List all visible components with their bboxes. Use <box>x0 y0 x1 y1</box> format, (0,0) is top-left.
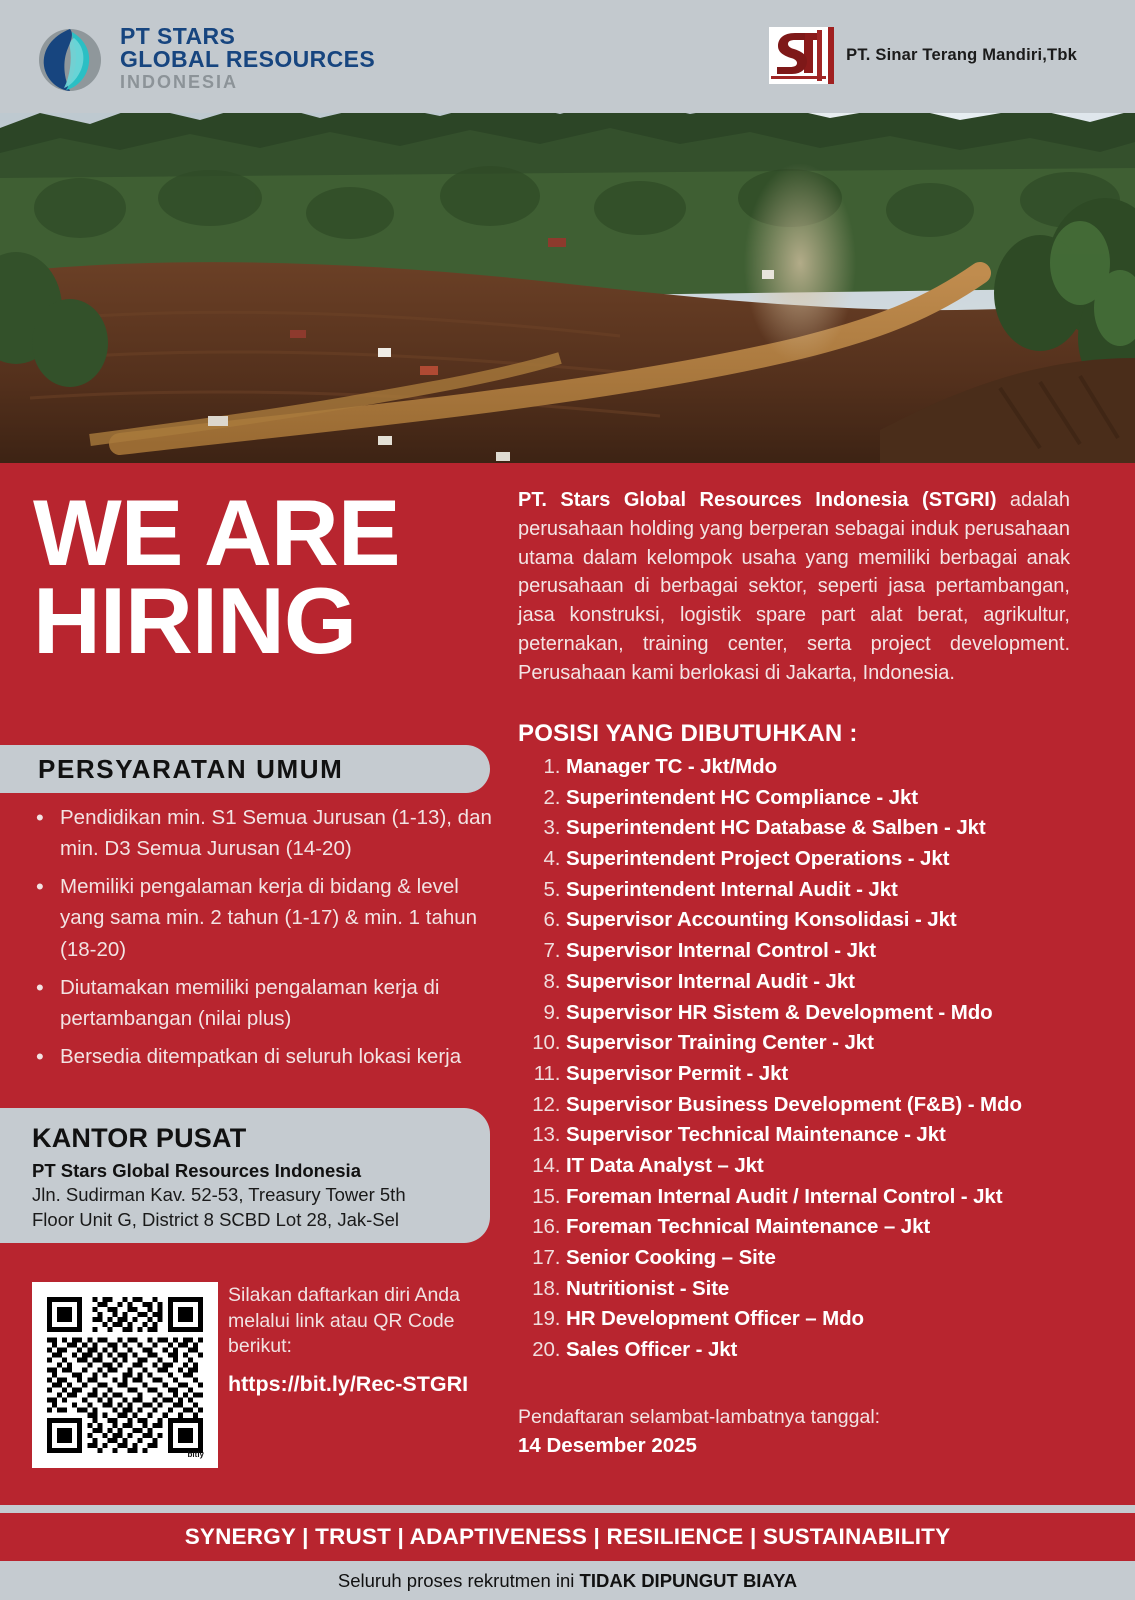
list-item: 3. Superintendent HC Database & Salben - Jkt <box>566 818 1078 839</box>
list-item: 4. Superintendent Project Operations - Jkt <box>566 849 1078 870</box>
list-item: • Pendidikan min. S1 Semua Jurusan (1-13), dan min. D3 Semua Jurusan (14-20) <box>30 802 500 864</box>
headline-line-2: HIRING <box>33 568 356 674</box>
poster-header <box>0 0 1135 113</box>
requirements-header <box>0 745 490 793</box>
page-title <box>33 480 400 674</box>
stars-global-resources-logo <box>34 22 375 94</box>
list-item: 5. Superintendent Internal Audit - Jkt <box>566 880 1078 901</box>
no-fee-notice <box>0 1561 1135 1600</box>
mining-site-photo <box>0 58 1135 463</box>
head-office-card <box>0 1108 490 1243</box>
list-item: 2. Superintendent HC Compliance - Jkt <box>566 788 1078 809</box>
list-item: 6. Supervisor Accounting Konsolidasi - Jkt <box>566 910 1078 931</box>
list-item: 17. Senior Cooking – Site <box>566 1248 1078 1269</box>
list-item: • Diutamakan memiliki pengalaman kerja di pertambangan (nilai plus) <box>30 972 500 1034</box>
requirements-list <box>30 802 500 1079</box>
list-item: 18. Nutritionist - Site <box>566 1279 1078 1300</box>
qr-brand-label: bitly <box>187 1450 204 1459</box>
company-values-band <box>0 1513 1135 1561</box>
list-item: • Memiliki pengalaman kerja di bidang & level yang sama min. 2 tahun (1-17) & min. 1 tahun (18-20) <box>30 871 500 964</box>
stm-company-name: PT. Sinar Terang Mandiri,Tbk <box>846 46 1077 64</box>
stars-globe-logo-icon <box>34 22 106 94</box>
list-item: 20. Sales Officer - Jkt <box>566 1340 1078 1361</box>
requirements-title: PERSYARATAN UMUM <box>38 753 344 784</box>
list-item: 16. Foreman Technical Maintenance – Jkt <box>566 1217 1078 1238</box>
list-item: • Bersedia ditempatkan di seluruh lokasi kerja <box>30 1041 500 1072</box>
no-fee-prefix: Seluruh proses rekrutmen ini <box>337 1569 580 1591</box>
positions-title: POSISI YANG DIBUTUHKAN : <box>518 720 858 747</box>
office-title: KANTOR PUSAT <box>32 1123 247 1153</box>
list-item: 8. Supervisor Internal Audit - Jkt <box>566 972 1078 993</box>
sinar-terang-mandiri-logo <box>769 27 1077 84</box>
deadline-date: 14 Desember 2025 <box>518 1434 697 1458</box>
apply-instruction-text: Silakan daftarkan diri Anda melalui link atau QR Code berikut: <box>228 1284 460 1358</box>
application-deadline <box>518 1403 880 1461</box>
deadline-label: Pendaftaran selambat-lambatnya tanggal: <box>518 1406 881 1428</box>
list-item: 13. Supervisor Technical Maintenance - Jkt <box>566 1125 1078 1146</box>
apply-instructions <box>228 1283 498 1399</box>
list-item: 14. IT Data Analyst – Jkt <box>566 1156 1078 1177</box>
office-address-line-1: Jln. Sudirman Kav. 52-53, Treasury Tower 5th <box>32 1184 406 1205</box>
footer-divider <box>0 1505 1135 1513</box>
positions-list <box>518 757 1078 1371</box>
list-item: 10. Supervisor Training Center - Jkt <box>566 1033 1078 1054</box>
office-address-line-2: Floor Unit G, District 8 SCBD Lot 28, Jak-Sel <box>32 1208 400 1230</box>
office-company-name: PT Stars Global Resources Indonesia <box>32 1160 361 1181</box>
list-item: 15. Foreman Internal Audit / Internal Control - Jkt <box>566 1187 1078 1208</box>
list-item: 12. Supervisor Business Development (F&B) - Mdo <box>566 1095 1078 1116</box>
no-fee-notice-text <box>338 1570 797 1592</box>
logo-line-1: PT STARS <box>120 23 236 49</box>
stm-monogram-icon <box>769 27 834 84</box>
logo-line-2: GLOBAL RESOURCES <box>120 46 376 72</box>
no-fee-bold: TIDAK DIPUNGUT BIAYA <box>579 1569 798 1591</box>
qr-code-icon[interactable] <box>32 1282 218 1468</box>
application-link[interactable]: https://bit.ly/Rec-STGRI <box>228 1372 469 1397</box>
headline-line-1: WE ARE <box>33 480 400 585</box>
list-item: 9. Supervisor HR Sistem & Development - Mdo <box>566 1003 1078 1024</box>
list-item: 11. Supervisor Permit - Jkt <box>566 1064 1078 1085</box>
company-description-rest: adalah perusahaan holding yang berperan sebagai induk perusahaan utama dalam kelompok usaha yang memiliki berbagai anak perusahaan di berbagai sektor, seperti jasa pertambangan, jasa konstruksi, logistik spare part alat berat, agrikultur, peternakan, training center, serta project development. Perusahaan kami berlokasi di Jakarta, Indonesia. <box>518 489 1070 684</box>
list-item: 19. HR Development Officer – Mdo <box>566 1309 1078 1330</box>
list-item: 1. Manager TC - Jkt/Mdo <box>566 757 1078 778</box>
logo-line-3: INDONESIA <box>120 72 239 92</box>
company-description <box>518 486 1070 688</box>
company-values-text: SYNERGY | TRUST | ADAPTIVENESS | RESILIENCE | SUSTAINABILITY <box>184 1524 951 1549</box>
company-name-bold: PT. Stars Global Resources Indonesia (STGRI) <box>518 489 997 511</box>
list-item: 7. Supervisor Internal Control - Jkt <box>566 941 1078 962</box>
